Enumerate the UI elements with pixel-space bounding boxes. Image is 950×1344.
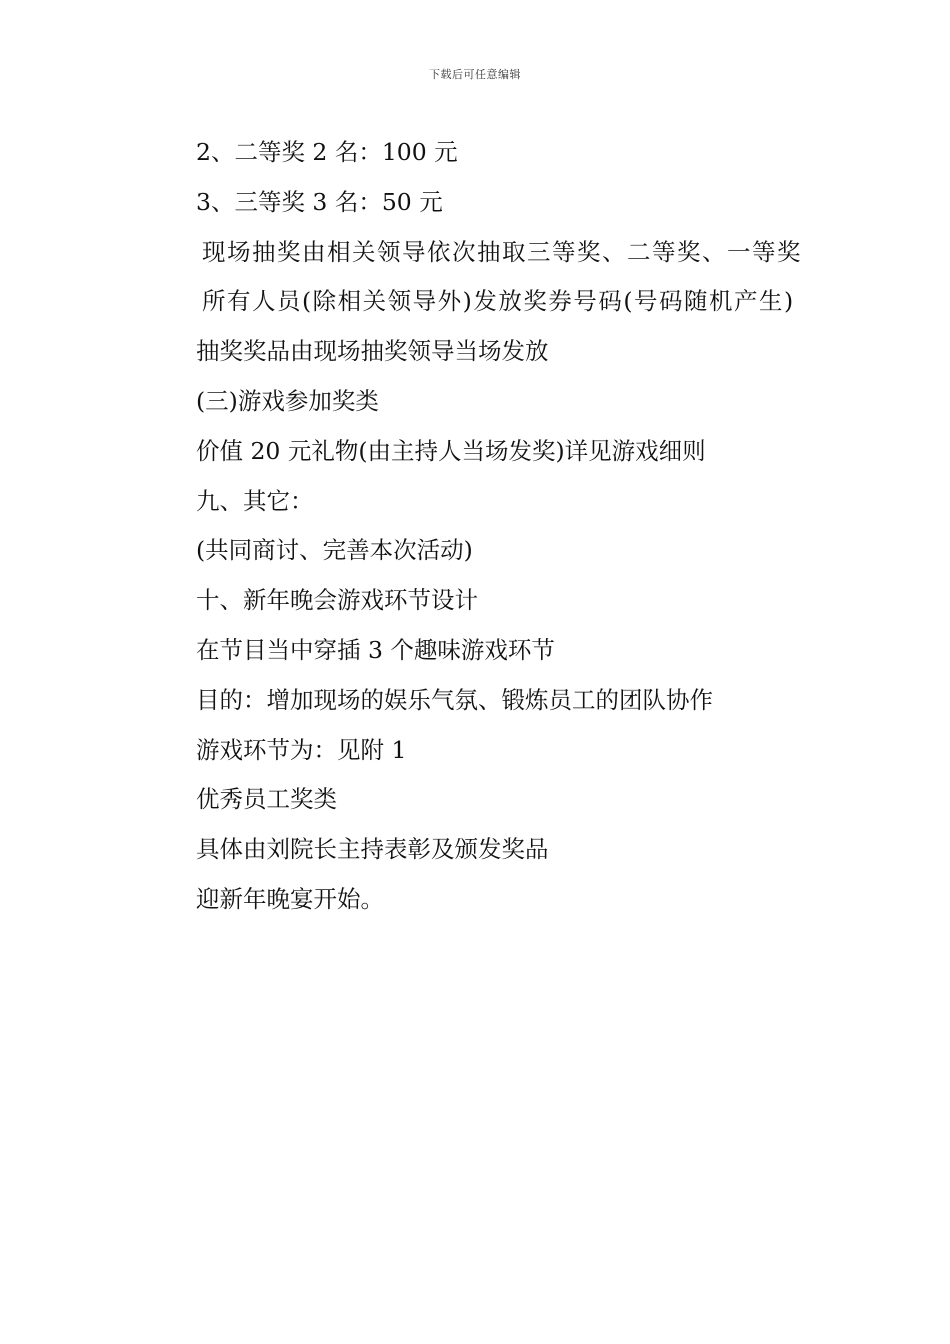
- paragraph-prize-distribution: 抽奖奖品由现场抽奖领导当场发放: [196, 337, 549, 366]
- paragraph-draw-order: 现场抽奖由相关领导依次抽取三等奖、二等奖、一等奖: [202, 237, 802, 266]
- paragraph-award-presenter: 具体由刘院长主持表彰及颁发奖品: [196, 835, 549, 864]
- document-body: [145, 128, 810, 925]
- page-header: 下载后可任意编辑: [429, 68, 521, 81]
- paragraph-discussion-note: (共同商讨、完善本次活动): [196, 536, 473, 565]
- paragraph-section-nine-heading: 九、其它：: [196, 486, 314, 515]
- paragraph-purpose: 目的：增加现场的娱乐气氛、锻炼员工的团队协作: [196, 685, 713, 714]
- paragraph-third-prize: 3、三等奖 3 名：50 元: [196, 187, 443, 216]
- paragraph-banquet-start: 迎新年晚宴开始。: [196, 884, 384, 913]
- paragraph-game-segments: 在节目当中穿插 3 个趣味游戏环节: [196, 635, 555, 664]
- paragraph-game-appendix: 游戏环节为：见附 1: [196, 735, 407, 764]
- paragraph-gift-value: 价值 20 元礼物(由主持人当场发奖)详见游戏细则: [196, 436, 706, 465]
- paragraph-outstanding-employee: 优秀员工奖类: [196, 785, 337, 814]
- paragraph-second-prize: 2、二等奖 2 名：100 元: [196, 138, 458, 166]
- paragraph-ticket-numbers: 所有人员(除相关领导外)发放奖券号码(号码随机产生): [202, 287, 795, 316]
- paragraph-game-award-heading: (三)游戏参加奖类: [196, 386, 379, 415]
- paragraph-section-ten-heading: 十、新年晚会游戏环节设计: [196, 586, 478, 615]
